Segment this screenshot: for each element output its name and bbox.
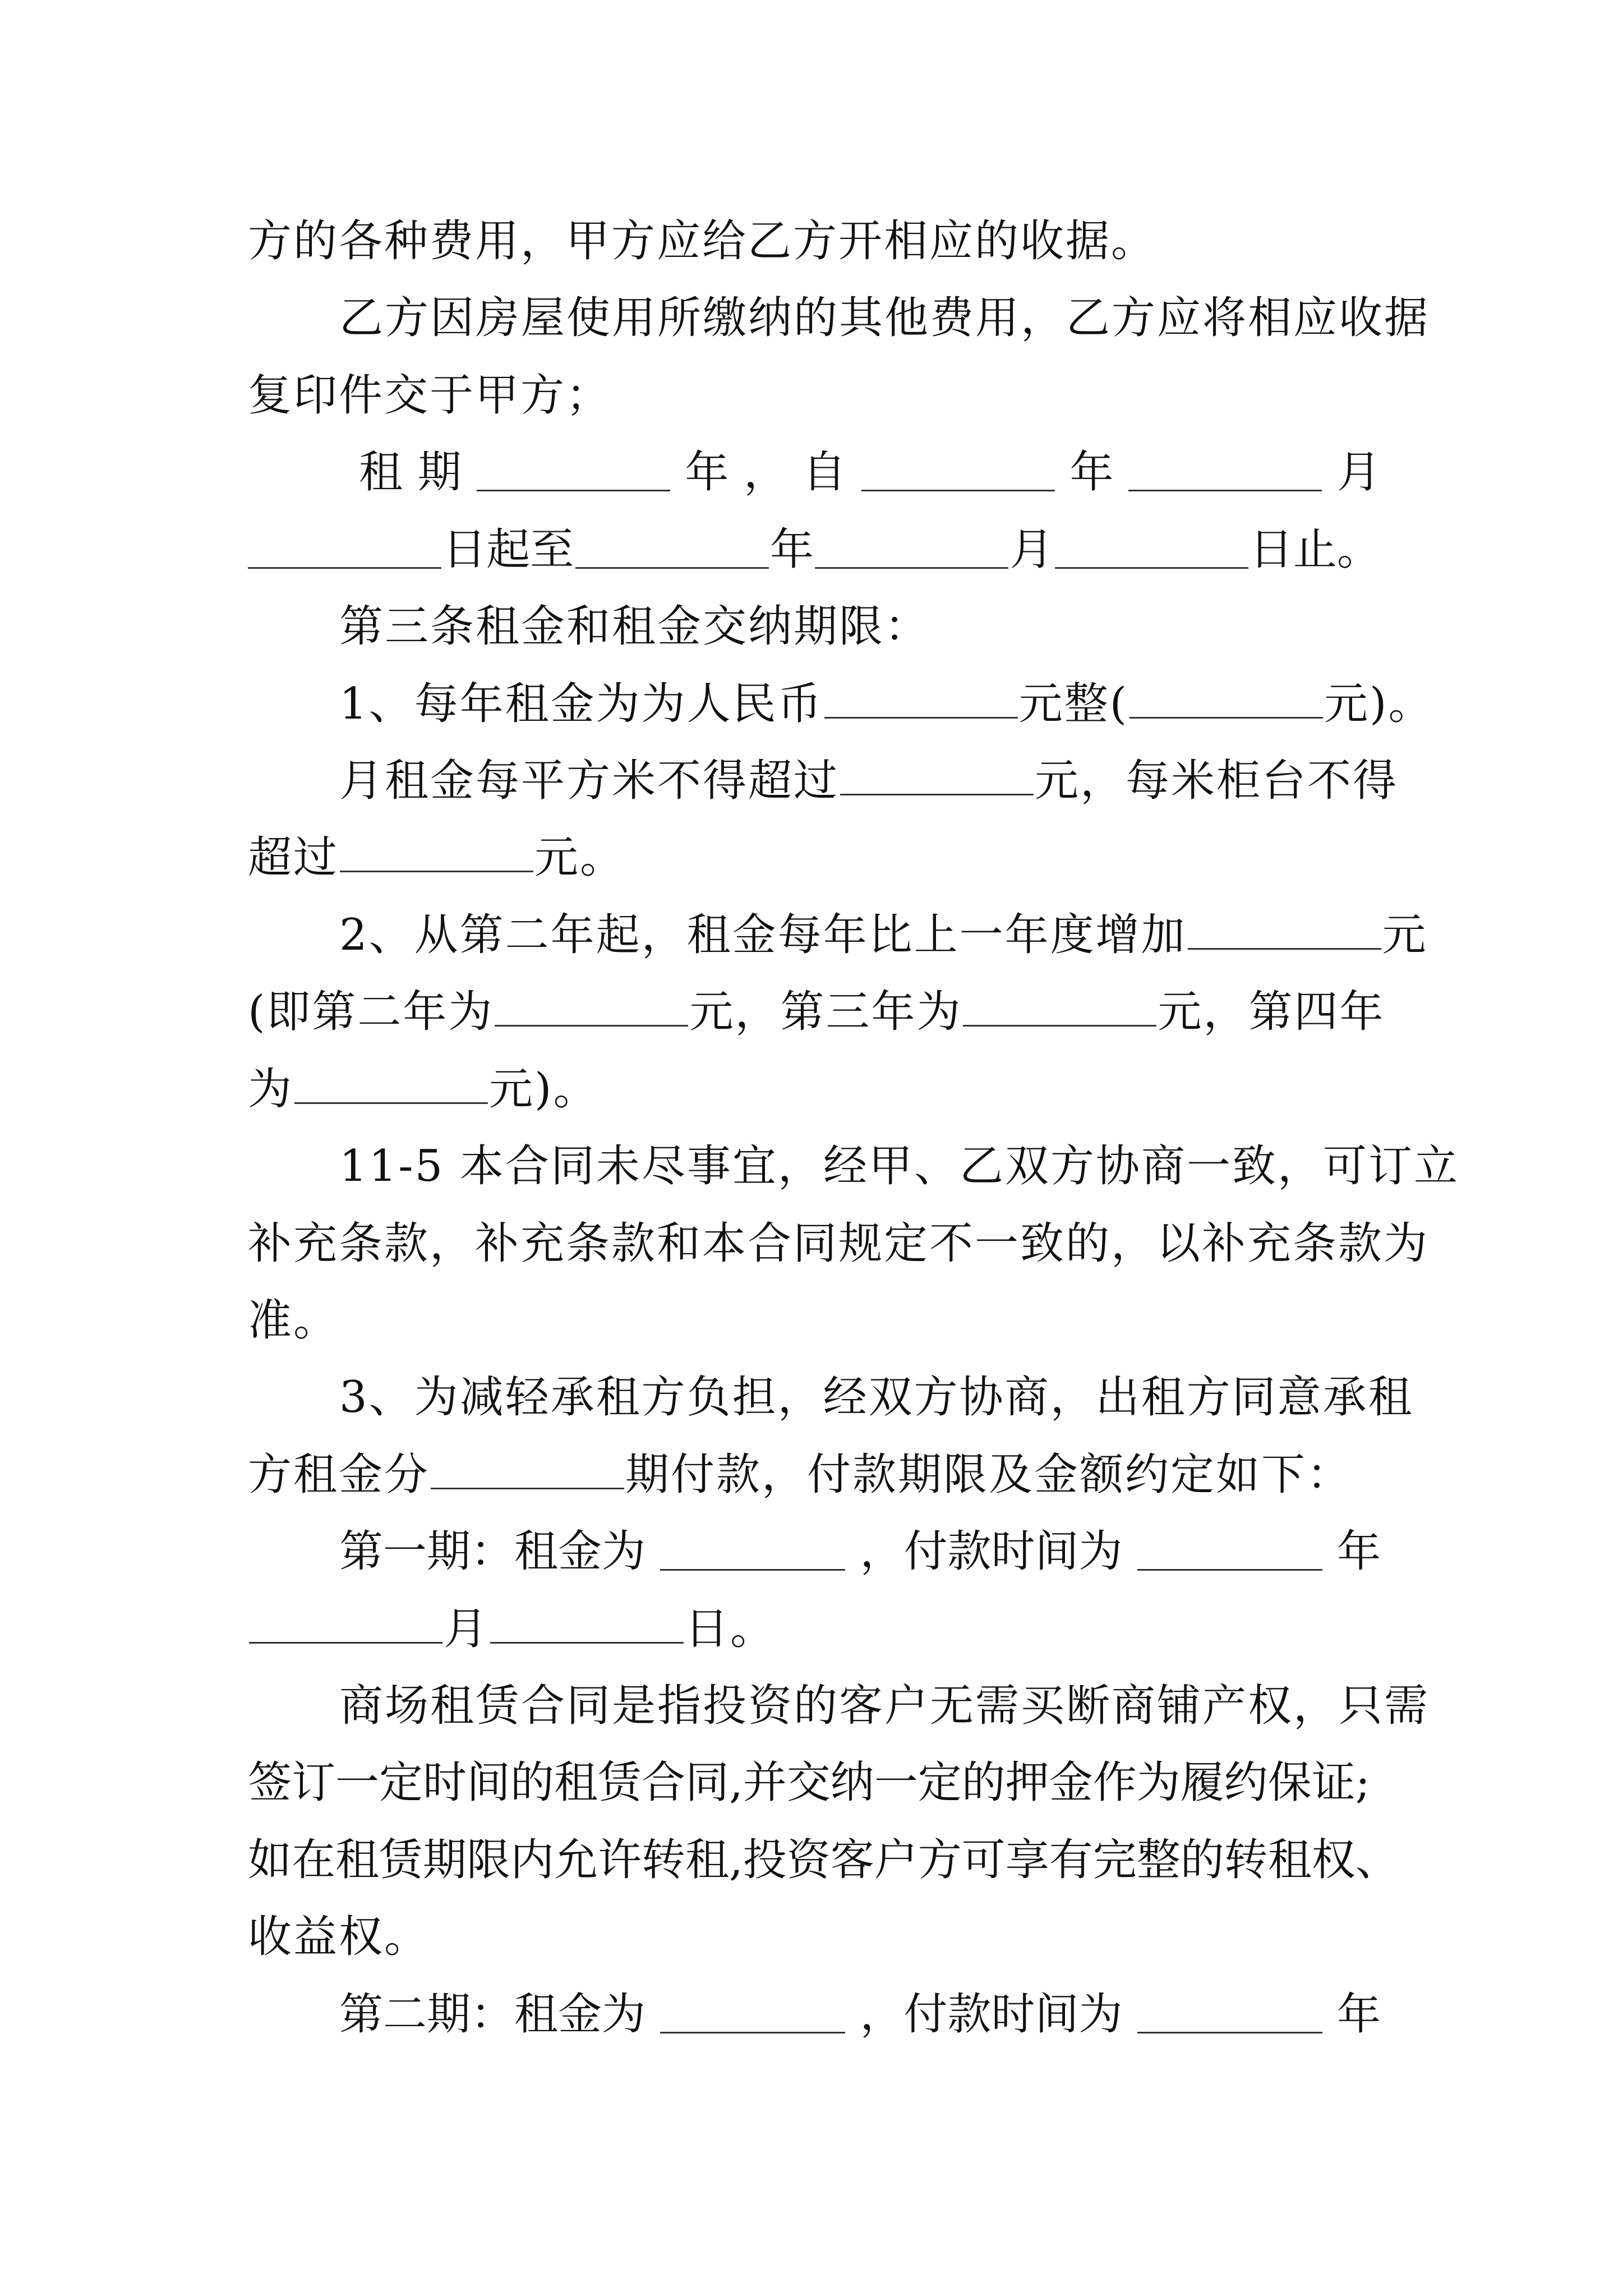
blank-field[interactable] — [660, 1533, 845, 1571]
text-fragment: 第一期：租金为 — [339, 1526, 646, 1577]
paragraph-line — [248, 981, 1385, 1043]
blank-field[interactable] — [575, 531, 769, 569]
lease-term-line — [359, 441, 1381, 503]
text-fragment: 年 — [1336, 1526, 1381, 1577]
text-fragment: 日起至 — [442, 524, 574, 575]
blank-field[interactable] — [431, 1452, 624, 1489]
installment-line — [339, 1984, 1381, 2045]
paragraph-line — [339, 904, 1428, 966]
blank-field[interactable] — [1129, 681, 1323, 719]
text-line: 商场租赁合同是指投资的客户无需买断商铺产权，只需 — [339, 1681, 1430, 1731]
text-line: 3、为减轻承租方负担，经双方协商，出租方同意承租 — [339, 1372, 1414, 1423]
text-fragment: 元)。 — [489, 1064, 599, 1115]
blank-field[interactable] — [249, 1606, 442, 1644]
paragraph-line — [248, 1213, 1430, 1274]
paragraph-line — [248, 1444, 1381, 1506]
paragraph-line — [339, 287, 1430, 349]
text-fragment: ，付款时间为 — [860, 1989, 1123, 2040]
blank-field[interactable] — [1137, 1533, 1322, 1571]
text-fragment: 月 — [1336, 447, 1381, 498]
text-fragment: 方租金分 — [248, 1450, 430, 1500]
text-line: 准。 — [248, 1295, 339, 1346]
text-fragment: 月 — [444, 1604, 490, 1654]
blank-field[interactable] — [477, 454, 670, 491]
blank-field[interactable] — [660, 1996, 845, 2033]
text-fragment: 年 — [1336, 1989, 1381, 2040]
text-fragment: 自 — [802, 447, 846, 498]
blank-field[interactable] — [495, 989, 688, 1027]
text-fragment: 元整( — [1018, 679, 1129, 729]
text-fragment: 元)。 — [1324, 679, 1434, 729]
blank-field[interactable] — [248, 531, 441, 569]
text-fragment: 期付款，付款期限及金额约定如下： — [625, 1450, 1353, 1500]
blank-field[interactable] — [1188, 912, 1381, 950]
paragraph-line — [248, 365, 1381, 426]
text-fragment: 日止。 — [1249, 524, 1381, 575]
blank-field[interactable] — [294, 1066, 488, 1104]
paragraph-line — [339, 1675, 1430, 1737]
paragraph-line — [339, 750, 1399, 812]
text-fragment: 年 — [769, 524, 814, 575]
paragraph-line — [248, 827, 1381, 889]
section-heading — [339, 596, 1381, 657]
text-line: 签订一定时间的租赁合同,并交纳一定的押金作为履约保证; — [248, 1757, 1371, 1808]
text-fragment: 元。 — [534, 832, 626, 883]
paragraph-line — [248, 1752, 1381, 1814]
text-line: 第三条租金和租金交纳期限： — [339, 601, 930, 652]
text-fragment: ，付款时间为 — [860, 1526, 1123, 1577]
text-line: 乙方因房屋使用所缴纳的其他费用，乙方应将相应收据 — [339, 293, 1430, 343]
text-fragment: 期 — [417, 447, 462, 498]
blank-field[interactable] — [963, 989, 1156, 1027]
text-fragment: 超过 — [248, 832, 339, 883]
blank-field[interactable] — [1055, 531, 1248, 569]
text-fragment: 元 — [1382, 910, 1428, 960]
paragraph-line — [248, 210, 1381, 272]
text-fragment: ， — [744, 447, 788, 498]
blank-field[interactable] — [861, 454, 1055, 491]
paragraph-line — [339, 673, 1434, 735]
text-fragment: 租 — [359, 447, 403, 498]
paragraph-line — [248, 1598, 1381, 1660]
blank-field[interactable] — [824, 681, 1018, 719]
blank-field[interactable] — [815, 531, 1008, 569]
paragraph-line — [248, 1290, 1381, 1351]
blank-field[interactable] — [340, 835, 533, 872]
text-fragment: 月 — [1009, 524, 1054, 575]
text-line: 11-5 本合同未尽事宜，经甲、乙双方协商一致，可订立 — [339, 1141, 1460, 1191]
text-line: 收益权。 — [248, 1912, 430, 1962]
blank-field[interactable] — [1137, 1996, 1322, 2033]
lease-term-line — [248, 519, 1381, 581]
text-line: 如在租赁期限内允许转租,投资客户方可享有完整的转租权、 — [248, 1835, 1399, 1885]
text-fragment: 元，每米柜台不得 — [1035, 756, 1399, 806]
installment-line — [339, 1521, 1381, 1582]
paragraph-line — [248, 1906, 1381, 1968]
text-fragment: 元，第四年 — [1158, 987, 1385, 1037]
text-line: 复印件交于甲方； — [248, 370, 612, 421]
paragraph-line — [339, 1366, 1414, 1428]
text-fragment: 月租金每平方米不得超过 — [339, 756, 840, 806]
blank-field[interactable] — [840, 758, 1034, 795]
text-line: 方的各种费用，甲方应给乙方开相应的收据。 — [248, 216, 1157, 266]
text-fragment: (即第二年为 — [248, 987, 494, 1037]
paragraph-line — [248, 1059, 1381, 1120]
text-fragment: 为 — [248, 1064, 294, 1115]
text-fragment: 2、从第二年起，租金每年比上一年度增加 — [339, 910, 1187, 960]
text-line: 补充条款，补充条款和本合同规定不一致的，以补充条款为 — [248, 1218, 1430, 1269]
paragraph-line — [248, 1829, 1399, 1891]
text-fragment: 年 — [1069, 447, 1114, 498]
text-fragment: 1、每年租金为为人民币 — [339, 679, 823, 729]
text-fragment: 年 — [685, 447, 729, 498]
blank-field[interactable] — [1128, 454, 1322, 491]
paragraph-line — [339, 1135, 1460, 1197]
text-fragment: 日。 — [685, 1604, 776, 1654]
text-fragment: 第二期：租金为 — [339, 1989, 646, 2040]
blank-field[interactable] — [490, 1606, 684, 1644]
text-fragment: 元，第三年为 — [689, 987, 962, 1037]
